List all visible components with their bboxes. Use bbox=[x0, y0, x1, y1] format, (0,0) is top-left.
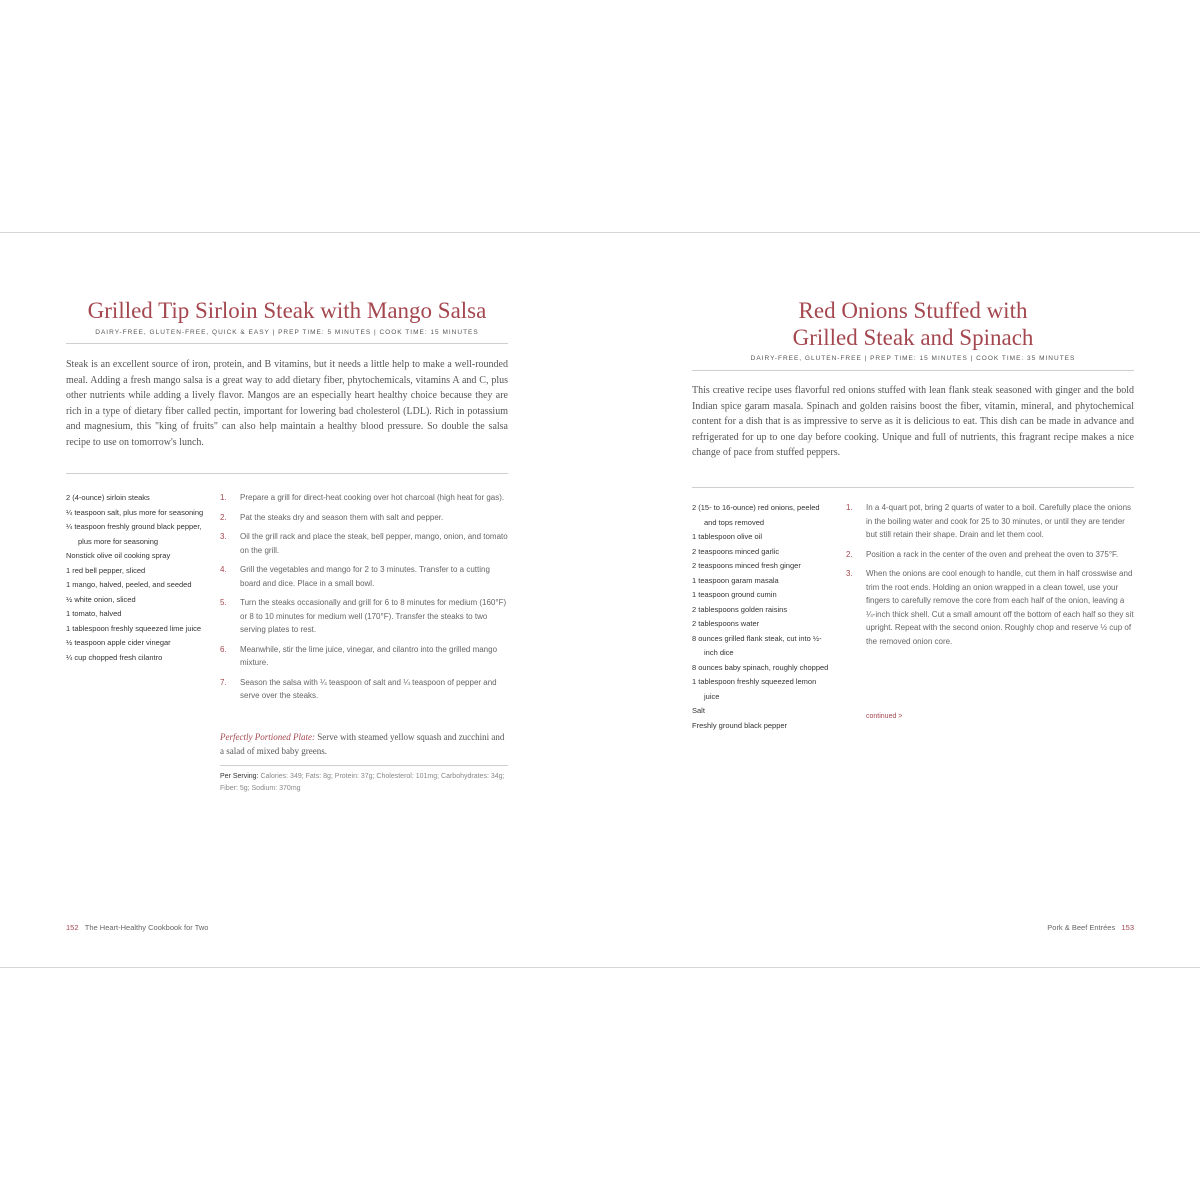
ingredient-item: 1 tablespoon olive oil bbox=[692, 532, 763, 541]
step-text: Meanwhile, stir the lime juice, vinegar, and cilantro into the grilled mango mixture. bbox=[240, 644, 498, 667]
step-number: 3. bbox=[846, 569, 853, 578]
step-text: Oil the grill rack and place the steak, bell pepper, mango, onion, and tomato on the grill. bbox=[240, 532, 508, 555]
step-text: When the onions are cool enough to handle, cut them in half crosswise and trim the root ends. Holding an onion wrapped in a clean towel, use your fingers to carefully remove the core from each half of the onion, leaving a ¼-inch thick shell. Cut a small amount off the bottom of each half so they sit upright. Repeat with the second onion. Roughly chop and reserve ½ cup of the removed onion core. bbox=[866, 569, 1134, 646]
step-item bbox=[220, 596, 508, 637]
step-text: Position a rack in the center of the oven and preheat the oven to 375°F. bbox=[866, 549, 1119, 559]
step-item bbox=[846, 501, 1134, 542]
step-text: Prepare a grill for direct-heat cooking over hot charcoal (high heat for gas). bbox=[240, 493, 505, 502]
divider bbox=[66, 473, 508, 474]
ingredient-item: 2 teaspoons minced fresh ginger bbox=[692, 561, 801, 570]
ingredient-item: ¼ teaspoon freshly ground black pepper, plus more for seasoning bbox=[66, 522, 202, 546]
ingredient-item: 2 tablespoons golden raisins bbox=[692, 604, 788, 614]
step-item bbox=[220, 530, 508, 557]
page-footer bbox=[66, 923, 208, 932]
step-text: Grill the vegetables and mango for 2 to 3 minutes. Transfer to a cutting board and dice. Place in a small bowl. bbox=[240, 565, 490, 588]
ingredient-item: 8 ounces grilled flank steak, cut into ½-inch dice bbox=[692, 633, 822, 657]
ingredient-item: 1 tomato, halved bbox=[66, 609, 122, 618]
step-item bbox=[220, 491, 508, 505]
nutrition-label: Per Serving: bbox=[220, 773, 259, 780]
ingredient-item: ¼ cup chopped fresh cilantro bbox=[66, 652, 163, 662]
ingredient-item: ½ teaspoon apple cider vinegar bbox=[66, 638, 171, 647]
nutrition-text: Calories: 349; Fats: 8g; Protein: 37g; Cholesterol: 101mg; Carbohydrates: 34g; Fiber: 5g; Sodium: 370mg bbox=[220, 773, 505, 792]
step-text: Season the salsa with ¼ teaspoon of salt and ¼ teaspoon of pepper and serve over the steaks. bbox=[240, 677, 497, 700]
recipe-intro: This creative recipe uses flavorful red onions stuffed with lean flank steak seasoned with ginger and the bold Indian spice garam masala. Spinach and golden raisins boost the fiber, vitamin, mineral, and phytochemical content for a dish that is as impressive to serve as it is delicious to eat. This dish can be made in advance and refrigerated for up to one day before cooking. Unique and full of nutrients, this fragrant recipe makes a nice change of pace from stuffed peppers. bbox=[692, 385, 1134, 459]
ingredient-item: Nonstick olive oil cooking spray bbox=[66, 551, 171, 560]
step-item bbox=[846, 567, 1134, 648]
divider bbox=[220, 765, 508, 766]
title-line: Red Onions Stuffed with bbox=[798, 298, 1028, 323]
steps-list bbox=[220, 491, 508, 709]
book-title: The Heart-Healthy Cookbook for Two bbox=[84, 923, 209, 932]
step-text: In a 4-quart pot, bring 2 quarts of water to a boil. Carefully place the onions in the boiling water and cook for 25 to 30 minutes, or until they are tender but still retain their shape. Drain and let them cool. bbox=[866, 503, 1132, 539]
ingredient-item: 1 teaspoon ground cumin bbox=[692, 590, 777, 599]
recipe-intro: Steak is an excellent source of iron, protein, and B vitamins, but it needs a little help to make a well-rounded meal. Adding a fresh mango salsa is a great way to add dietary fiber, phytochemicals, vitamins A and C, plus other nutrients while adding a lively flavor. Mangos are an especially heart healthy choice because they are rich in a type of dietary fiber called pectin, important for lowering bad cholesterol (LDL). Rich in potassium and magnesium, this "king of fruits" can also help maintain a healthy blood pressure. So double the salsa recipe to use on tomorrow's lunch. bbox=[66, 359, 508, 448]
step-number: 5. bbox=[220, 598, 227, 607]
ingredient-item: 2 teaspoons minced garlic bbox=[692, 546, 780, 556]
recipe-title: Grilled Tip Sirloin Steak with Mango Salsa bbox=[87, 298, 487, 323]
step-number: 1. bbox=[846, 503, 853, 512]
title-line: Grilled Steak and Spinach bbox=[792, 325, 1034, 350]
continued-marker: continued > bbox=[866, 713, 903, 720]
step-number: 3. bbox=[220, 532, 227, 541]
step-number: 1. bbox=[220, 493, 227, 502]
ingredient-item: 2 tablespoons water bbox=[692, 619, 760, 628]
page-number: 153 bbox=[1121, 923, 1134, 932]
step-number: 2. bbox=[846, 549, 853, 559]
nutrition-info bbox=[220, 771, 508, 795]
book-spread bbox=[0, 232, 1200, 968]
step-number: 6. bbox=[220, 644, 227, 654]
right-page bbox=[692, 233, 1134, 969]
step-text: Turn the steaks occasionally and grill for 6 to 8 minutes for medium (160°F) or 8 to 10 minutes for medium well (170°F). Transfer the steaks to two serving plates to rest. bbox=[240, 598, 507, 634]
step-item bbox=[220, 676, 508, 703]
page-number: 152 bbox=[66, 923, 79, 932]
page-footer bbox=[1047, 923, 1134, 932]
divider bbox=[66, 343, 508, 344]
left-page bbox=[66, 233, 508, 969]
ingredient-item: 1 teaspoon garam masala bbox=[692, 575, 779, 585]
steps-list bbox=[846, 501, 1134, 654]
step-item bbox=[220, 563, 508, 590]
ingredient-item: ½ white onion, sliced bbox=[66, 594, 136, 604]
ingredient-item: 2 (15- to 16-ounce) red onions, peeled and tops removed bbox=[692, 503, 820, 527]
serving-tip bbox=[220, 731, 508, 758]
step-item bbox=[220, 643, 508, 670]
divider bbox=[692, 487, 1134, 488]
ingredients-list bbox=[692, 501, 832, 733]
tip-text: Serve with steamed yellow squash and zucchini and a salad of mixed baby greens. bbox=[220, 732, 505, 756]
ingredient-item: 8 ounces baby spinach, roughly chopped bbox=[692, 662, 829, 672]
ingredient-item: 1 red bell pepper, sliced bbox=[66, 565, 146, 575]
step-item bbox=[846, 548, 1134, 562]
step-text: Pat the steaks dry and season them with salt and pepper. bbox=[240, 512, 444, 522]
ingredient-item: 1 tablespoon freshly squeezed lemon juice bbox=[692, 677, 817, 701]
ingredient-item: Freshly ground black pepper bbox=[692, 720, 788, 730]
ingredient-item: 2 (4-ounce) sirloin steaks bbox=[66, 493, 150, 502]
ingredients-list bbox=[66, 491, 206, 665]
section-title: Pork & Beef Entrées bbox=[1047, 923, 1116, 932]
recipe-title bbox=[692, 297, 1134, 351]
ingredient-item: Salt bbox=[692, 706, 705, 715]
step-number: 4. bbox=[220, 565, 227, 574]
step-number: 7. bbox=[220, 677, 227, 687]
divider bbox=[692, 370, 1134, 371]
recipe-meta: DAIRY-FREE, GLUTEN-FREE | PREP TIME: 15 MINUTES | COOK TIME: 35 MINUTES bbox=[750, 355, 1076, 362]
tip-label: Perfectly Portioned Plate: bbox=[220, 732, 315, 742]
ingredient-item: 1 tablespoon freshly squeezed lime juice bbox=[66, 623, 202, 633]
step-number: 2. bbox=[220, 512, 227, 522]
step-item bbox=[220, 511, 508, 525]
recipe-meta: DAIRY-FREE, GLUTEN-FREE, QUICK & EASY | PREP TIME: 5 MINUTES | COOK TIME: 15 MINUTES bbox=[95, 329, 479, 336]
ingredient-item: 1 mango, halved, peeled, and seeded bbox=[66, 580, 192, 589]
ingredient-item: ¼ teaspoon salt, plus more for seasoning bbox=[66, 507, 204, 517]
